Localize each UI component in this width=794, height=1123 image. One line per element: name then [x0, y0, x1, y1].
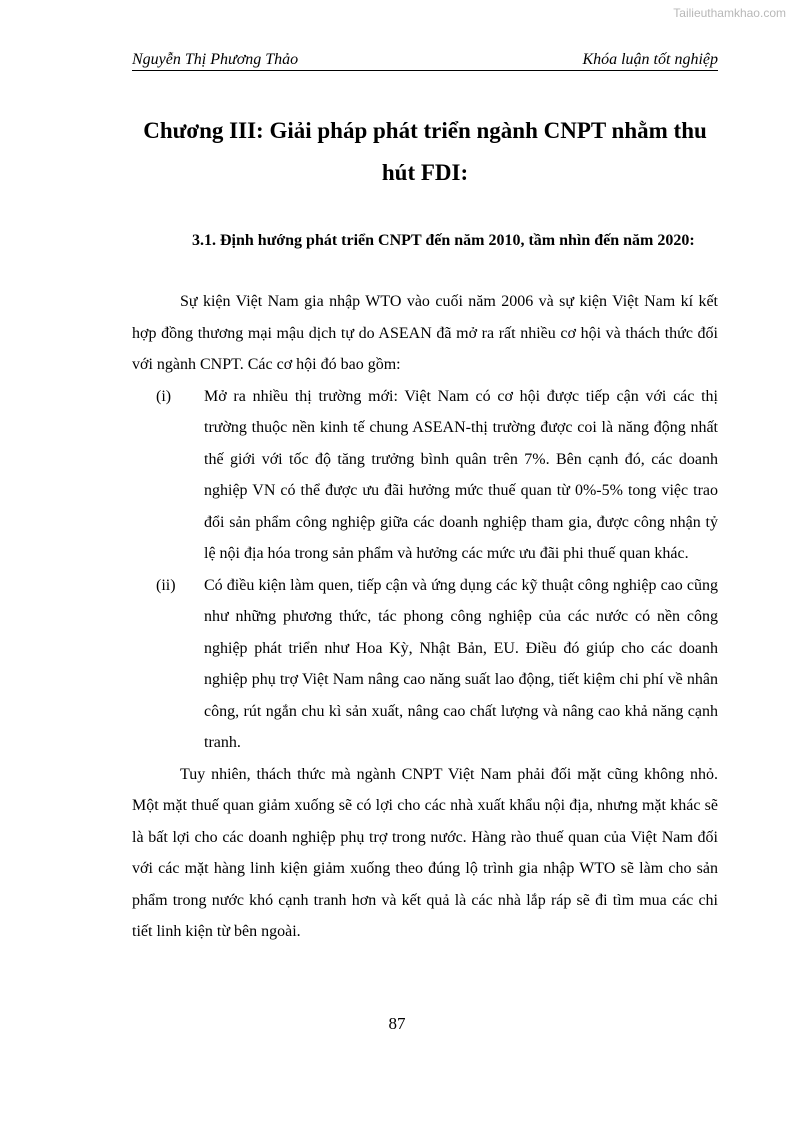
page-number: 87: [388, 1014, 406, 1033]
page-header: [132, 50, 718, 71]
list-item: [132, 570, 718, 759]
conclusion-paragraph: Tuy nhiên, thách thức mà ngành CNPT Việt Nam phải đối mặt cũng không nhỏ. Một mặt thuế quan giảm xuống sẽ có lợi cho các nhà xuất khẩu nội địa, nhưng mặt khác sẽ là bất lợi cho các doanh nghiệp phụ trợ trong nước. Hàng rào thuế quan của Việt Nam đối với các mặt hàng linh kiện giảm xuống theo đúng lộ trình gia nhập WTO sẽ làm cho sản phẩm trong nước khó cạnh tranh hơn và kết quả là các nhà lắp ráp sẽ đi tìm mua các chi tiết linh kiện từ bên ngoài.: [132, 765, 718, 940]
header-thesis-title: Khóa luận tốt nghiệp: [582, 51, 718, 68]
list-marker: (i): [156, 387, 172, 405]
intro-paragraph: Sự kiện Việt Nam gia nhập WTO vào cuối năm 2006 và sự kiện Việt Nam kí kết hợp đồng thương mại mậu dịch tự do ASEAN đã mở ra rất nhiều cơ hội và thách thức đối với ngành CNPT. Các cơ hội đó bao gồm:: [132, 293, 718, 373]
list-item-text: Có điều kiện làm quen, tiếp cận và ứng dụng các kỹ thuật công nghiệp cao cũng như những phương thức, tác phong công nghiệp của các nước có nền công nghiệp phát triển như Hoa Kỳ, Nhật Bản, EU. Điều đó giúp cho các doanh nghiệp phụ trợ Việt Nam nâng cao năng suất lao động, tiết kiệm chi phí về nhân công, rút ngắn chu kì sản xuất, nâng cao chất lượng và nâng cao khả năng cạnh tranh.: [204, 576, 718, 751]
section-heading: 3.1. Định hướng phát triển CNPT đến năm 2010, tầm nhìn đến năm 2020:: [192, 232, 695, 249]
list-marker: (ii): [156, 576, 176, 594]
header-author: Nguyễn Thị Phương Thảo: [132, 51, 299, 68]
watermark: Tailieuthamkhao.com: [673, 6, 786, 20]
list-item-text: Mở ra nhiều thị trường mới: Việt Nam có cơ hội được tiếp cận với các thị trường thuộc nền kinh tế chung ASEAN-thị trường được coi là năng động nhất thế giới với tốc độ tăng trưởng bình quân trên 7%. Bên cạnh đó, các doanh nghiệp VN có thể được ưu đãi hưởng mức thuế quan từ 0%-5% tong việc trao đổi sản phẩm công nghiệp giữa các doanh nghiệp tham gia, được công nhận tỷ lệ nội địa hóa trong sản phẩm và hưởng các mức ưu đãi phi thuế quan khác.: [204, 387, 718, 562]
opportunity-list: [132, 381, 718, 759]
chapter-title: Chương III: Giải pháp phát triển ngành CNPT nhằm thu hút FDI:: [143, 118, 707, 185]
body-text: [132, 286, 718, 948]
list-item: [132, 381, 718, 570]
